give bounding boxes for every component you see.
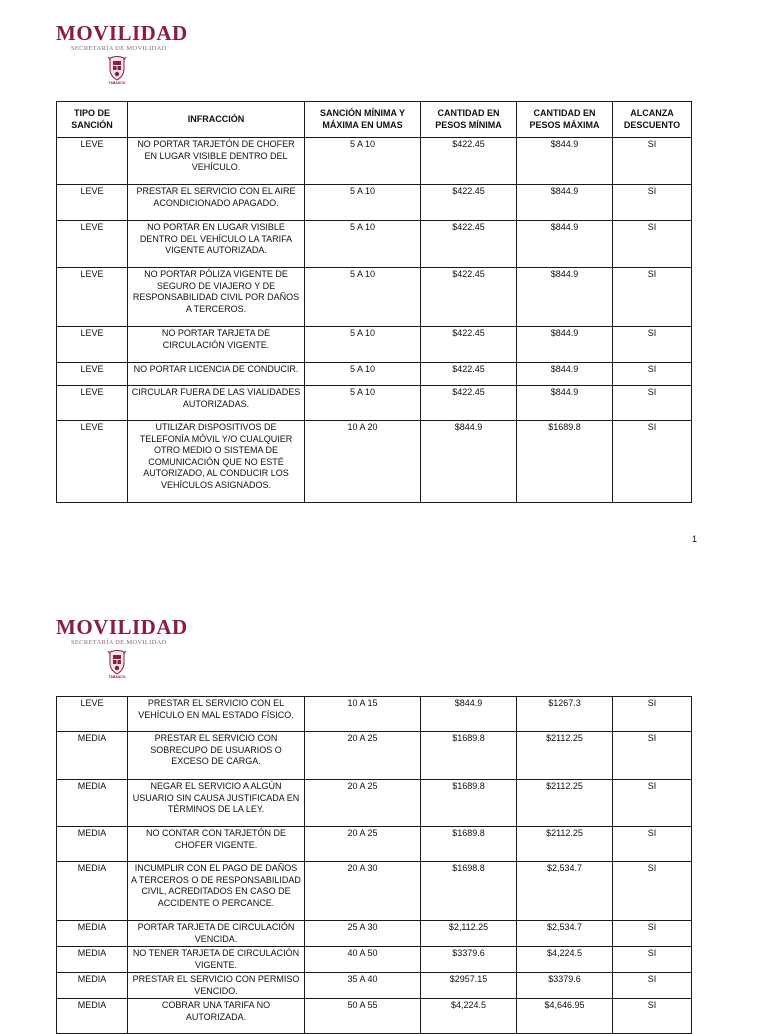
cell-descuento: SI [613,697,692,732]
cell-max: $3379.6 [517,973,613,999]
cell-umas: 5 A 10 [305,221,421,268]
crest-label: TABASCO [108,81,126,85]
cell-max: $2112.25 [517,780,613,827]
cell-max: $2,534.7 [517,862,613,921]
cell-tipo: LEVE [57,185,128,221]
cell-umas: 5 A 10 [305,363,421,386]
cell-max: $4,646.95 [517,999,613,1034]
cell-tipo: LEVE [57,386,128,421]
cell-tipo: MEDIA [57,862,128,921]
cell-min: $2957.15 [421,973,517,999]
cell-descuento: SI [613,185,692,221]
cell-min: $1689.8 [421,827,517,862]
cell-umas: 5 A 10 [305,185,421,221]
cell-tipo: LEVE [57,697,128,732]
document-page-2 [0,600,768,1024]
cell-tipo: LEVE [57,138,128,185]
cell-tipo: MEDIA [57,947,128,973]
cell-tipo: MEDIA [57,999,128,1034]
cell-descuento: SI [613,999,692,1034]
cell-infraccion: PORTAR TARJETA DE CIRCULACIÓN VENCIDA. [128,921,305,947]
cell-min: $422.45 [421,221,517,268]
brand-header [56,615,188,679]
cell-max: $4,224.5 [517,947,613,973]
header-descuento: ALCANZA DESCUENTO [613,102,692,138]
table-row [57,363,692,386]
cell-max: $844.9 [517,221,613,268]
cell-max: $1267.3 [517,697,613,732]
cell-infraccion: UTILIZAR DISPOSITIVOS DE TELEFONÍA MÓVIL Y/O CUALQUIER OTRO MEDIO O SISTEMA DE COMUNICACIÓN QUE NO ESTÉ AUTORIZADO, AL CONDUCIR LOS VEHÍCULOS ASIGNADOS. [128,421,305,503]
cell-descuento: SI [613,363,692,386]
brand-header [56,21,188,85]
cell-tipo: LEVE [57,221,128,268]
table-row [57,780,692,827]
table-row [57,732,692,780]
cell-max: $2,534.7 [517,921,613,947]
cell-tipo: MEDIA [57,921,128,947]
table-row [57,268,692,327]
infractions-table-page-1 [56,101,692,503]
cell-tipo: MEDIA [57,732,128,780]
table-row [57,327,692,363]
cell-infraccion: PRESTAR EL SERVICIO CON SOBRECUPO DE USUARIOS O EXCESO DE CARGA. [128,732,305,780]
table-row [57,697,692,732]
cell-descuento: SI [613,268,692,327]
cell-infraccion: NEGAR EL SERVICIO A ALGÚN USUARIO SIN CAUSA JUSTIFICADA EN TÉRMINOS DE LA LEY. [128,780,305,827]
table-row [57,921,692,947]
cell-min: $4,224.5 [421,999,517,1034]
cell-umas: 10 A 20 [305,421,421,503]
cell-descuento: SI [613,421,692,503]
cell-max: $844.9 [517,138,613,185]
coat-of-arms-icon [105,55,129,81]
cell-infraccion: NO PORTAR PÓLIZA VIGENTE DE SEGURO DE VIAJERO Y DE RESPONSABILIDAD CIVIL POR DAÑOS A TERCEROS. [128,268,305,327]
infractions-table-page-2 [56,696,692,1034]
cell-tipo: LEVE [57,327,128,363]
header-infraccion: INFRACCIÓN [128,102,305,138]
table-header-row [57,102,692,138]
crest-logo [105,55,129,85]
cell-descuento: SI [613,827,692,862]
cell-min: $844.9 [421,421,517,503]
cell-umas: 20 A 25 [305,732,421,780]
table-row [57,999,692,1034]
cell-tipo: MEDIA [57,780,128,827]
cell-umas: 20 A 25 [305,827,421,862]
cell-min: $2,112.25 [421,921,517,947]
cell-umas: 35 A 40 [305,973,421,999]
cell-infraccion: NO PORTAR EN LUGAR VISIBLE DENTRO DEL VEHÍCULO LA TARIFA VIGENTE AUTORIZADA. [128,221,305,268]
cell-umas: 5 A 10 [305,327,421,363]
cell-umas: 5 A 10 [305,268,421,327]
cell-umas: 5 A 10 [305,386,421,421]
cell-infraccion: NO CONTAR CON TARJETÓN DE CHOFER VIGENTE. [128,827,305,862]
header-tipo: TIPO DE SANCIÓN [57,102,128,138]
table-row [57,827,692,862]
cell-max: $844.9 [517,185,613,221]
cell-max: $2112.25 [517,827,613,862]
cell-min: $844.9 [421,697,517,732]
crest-logo [105,649,129,679]
header-umas: SANCIÓN MÍNIMA Y MÁXIMA EN UMAS [305,102,421,138]
cell-min: $3379.6 [421,947,517,973]
cell-max: $844.9 [517,268,613,327]
header-max: CANTIDAD EN PESOS MÁXIMA [517,102,613,138]
cell-descuento: SI [613,327,692,363]
table-row [57,421,692,503]
cell-min: $1698.8 [421,862,517,921]
cell-infraccion: CIRCULAR FUERA DE LAS VIALIDADES AUTORIZADAS. [128,386,305,421]
cell-infraccion: INCUMPLIR CON EL PAGO DE DAÑOS A TERCEROS O DE RESPONSABILIDAD CIVIL, ACREDITADOS EN CASO DE ACCIDENTE O PERCANCE. [128,862,305,921]
cell-tipo: MEDIA [57,827,128,862]
cell-umas: 50 A 55 [305,999,421,1034]
page-number: 1 [692,534,698,544]
cell-umas: 40 A 50 [305,947,421,973]
cell-min: $422.45 [421,327,517,363]
cell-infraccion: COBRAR UNA TARIFA NO AUTORIZADA. [128,999,305,1034]
table-row [57,862,692,921]
cell-tipo: LEVE [57,421,128,503]
cell-max: $2112.25 [517,732,613,780]
cell-infraccion: NO PORTAR LICENCIA DE CONDUCIR. [128,363,305,386]
cell-tipo: MEDIA [57,973,128,999]
cell-descuento: SI [613,780,692,827]
cell-descuento: SI [613,973,692,999]
cell-min: $422.45 [421,138,517,185]
cell-max: $844.9 [517,327,613,363]
cell-infraccion: PRESTAR EL SERVICIO CON PERMISO VENCIDO. [128,973,305,999]
brand-subtitle: SECRETARÍA DE MOVILIDAD [71,45,167,52]
cell-tipo: LEVE [57,268,128,327]
table-row [57,947,692,973]
cell-descuento: SI [613,732,692,780]
cell-min: $1689.8 [421,780,517,827]
cell-max: $844.9 [517,363,613,386]
cell-descuento: SI [613,921,692,947]
cell-umas: 5 A 10 [305,138,421,185]
table-row [57,138,692,185]
header-min: CANTIDAD EN PESOS MÍNIMA [421,102,517,138]
table-row [57,221,692,268]
cell-min: $422.45 [421,363,517,386]
cell-infraccion: PRESTAR EL SERVICIO CON EL VEHÍCULO EN MAL ESTADO FÍSICO. [128,697,305,732]
cell-max: $844.9 [517,386,613,421]
table-row [57,185,692,221]
table-row [57,973,692,999]
coat-of-arms-icon [105,649,129,675]
cell-min: $422.45 [421,185,517,221]
cell-descuento: SI [613,386,692,421]
cell-infraccion: NO PORTAR TARJETA DE CIRCULACIÓN VIGENTE. [128,327,305,363]
cell-min: $422.45 [421,386,517,421]
cell-infraccion: NO PORTAR TARJETÓN DE CHOFER EN LUGAR VISIBLE DENTRO DEL VEHÍCULO. [128,138,305,185]
cell-umas: 10 A 15 [305,697,421,732]
cell-umas: 25 A 30 [305,921,421,947]
cell-umas: 20 A 30 [305,862,421,921]
crest-label: TABASCO [108,675,126,679]
brand-title: MOVILIDAD [56,615,188,639]
table-row [57,386,692,421]
cell-min: $422.45 [421,268,517,327]
cell-descuento: SI [613,862,692,921]
cell-descuento: SI [613,221,692,268]
cell-max: $1689.8 [517,421,613,503]
brand-subtitle: SECRETARÍA DE MOVILIDAD [71,639,167,646]
cell-descuento: SI [613,138,692,185]
cell-infraccion: NO TENER TARJETA DE CIRCULACIÓN VIGENTE. [128,947,305,973]
cell-infraccion: PRESTAR EL SERVICIO CON EL AIRE ACONDICIONADO APAGADO. [128,185,305,221]
brand-title: MOVILIDAD [56,21,188,45]
cell-tipo: LEVE [57,363,128,386]
cell-descuento: SI [613,947,692,973]
cell-umas: 20 A 25 [305,780,421,827]
cell-min: $1689.8 [421,732,517,780]
